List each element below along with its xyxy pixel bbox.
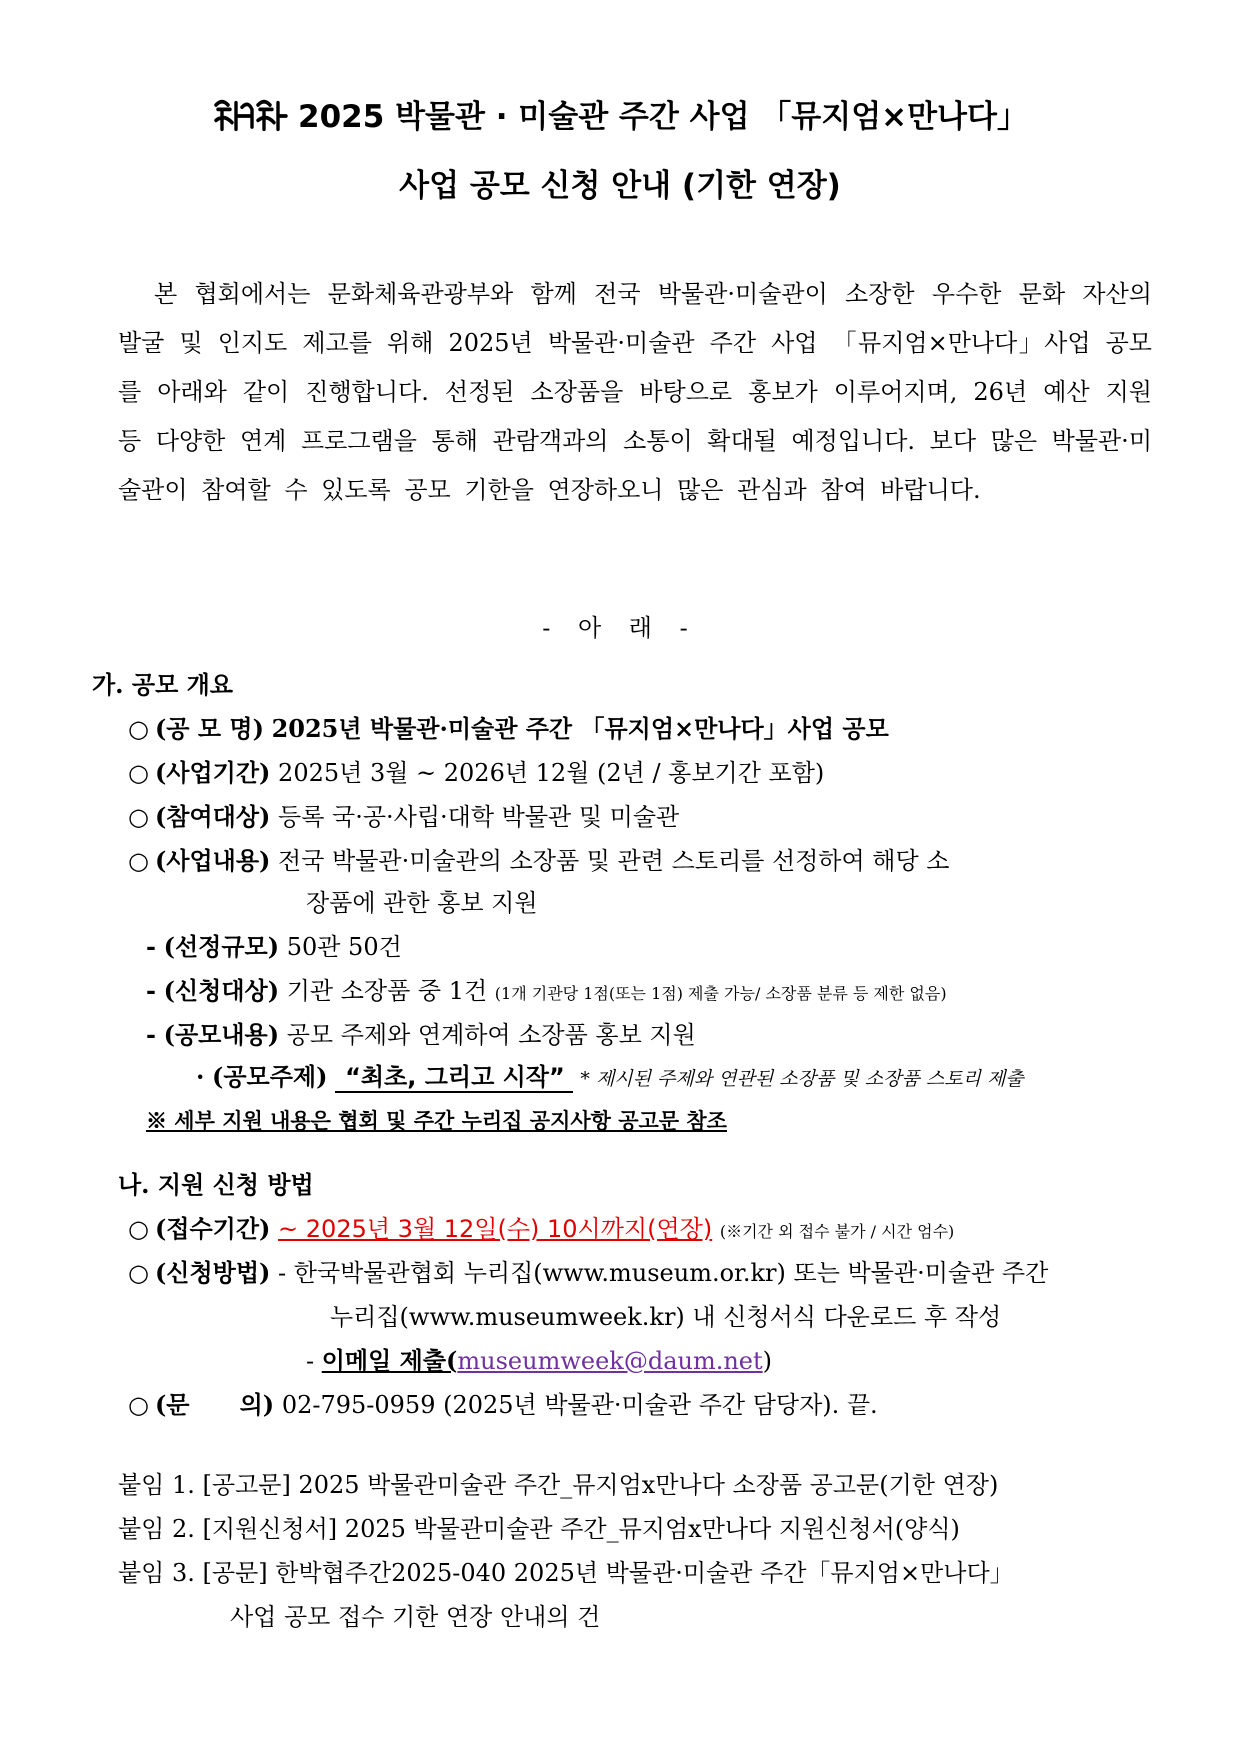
item-eligibility: ○ (참여대상) 등록 국·공·사립·대학 박물관 및 미술관 [128,802,680,831]
attachment-3: 붙임 3. [공문] 한박협주간2025-040 2025년 박물관·미술관 주간「뮤지엄×만나다」 [118,1559,1014,1587]
section-a-remark: ※ 세부 지원 내용은 협회 및 주간 누리집 공지사항 공고문 참조 [146,1108,727,1133]
item-project-content: ○ (사업내용) 전국 박물관·미술관의 소장품 및 관련 스토리를 선정하여 해당 소 [128,846,950,875]
attachment-2: 붙임 2. [지원신청서] 2025 박물관미술관 주간_뮤지엄x만나다 지원신청서(양식) [118,1515,960,1543]
museum-week-logo [212,94,288,138]
email-link[interactable]: museumweek@daum.net [457,1347,763,1375]
sub-item-topic: · (공모주제) “최초, 그리고 시작” * 제시된 주제와 연관된 소장품 및 소장품 스토리 제출 [196,1062,1024,1091]
intro-paragraph: 본 협회에서는 문화체육관광부와 함께 전국 박물관·미술관이 소장한 우수한 문화 자산의 발굴 및 인지도 제고를 위해 2025년 박물관·미술관 주간 사업 「뮤지엄×만나다」사업 공모를 아래와 같이 진행합니다. 선정된 소장품을 바탕으로 홍보가 이루어지며, 26년 예산 지원 등 다양한 연계 프로그램을 통해 관람객과의 소통이 확대될 예정입니다. 보다 많은 박물관·미술관이 참여할 수 있도록 공모 기한을 연장하오니 많은 관심과 참여 바랍니다. [118,280,1152,504]
item-project-content-cont: 장품에 관한 홍보 지원 [306,889,538,917]
sub-item-contest-content: - (공모내용) 공모 주제와 연계하여 소장품 홍보 지원 [146,1020,696,1049]
sub-item-application-target: - (신청대상) 기관 소장품 중 1건 (1개 기관당 1점(또는 1점) 제출 가능/ 소장품 분류 등 제한 없음) [146,976,947,1005]
attachment-3-cont: 사업 공모 접수 기한 연장 안내의 건 [230,1603,601,1631]
item-method-cont: 누리집(www.museumweek.kr) 내 신청서식 다운로드 후 작성 [330,1303,1002,1331]
title-line-1: 2025 박물관 · 미술관 주간 사업 「뮤지엄×만나다」 [298,99,1028,135]
document-subtitle: 사업 공모 신청 안내 (기한 연장) [399,168,841,204]
document-title [0,96,1240,137]
item-contest-name: ○ (공 모 명) 2025년 박물관·미술관 주간 「뮤지엄×만나다」사업 공모 [128,714,889,743]
item-inquiry: ○ (문 의) 02-795-0959 (2025년 박물관·미술관 주간 담당자). 끝. [128,1390,878,1419]
item-deadline: ○ (접수기간) ~ 2025년 3월 12일(수) 10시까지(연장) (※기간 외 접수 불가 / 시간 엄수) [128,1214,955,1243]
section-b-heading: 나. 지원 신청 방법 [118,1170,314,1199]
below-mark: - 아 래 - [542,614,698,642]
section-a-heading: 가. 공모 개요 [92,670,233,699]
item-project-period: ○ (사업기간) 2025년 3월 ~ 2026년 12월 (2년 / 홍보기간 포함) [128,758,825,787]
item-method: ○ (신청방법) - 한국박물관협회 누리집(www.museum.or.kr) 또는 박물관·미술관 주간 [128,1258,1049,1287]
topic-quote: “최초, 그리고 시작” [335,1063,573,1093]
attachment-1: 붙임 1. [공고문] 2025 박물관미술관 주간_뮤지엄x만나다 소장품 공고문(기한 연장) [118,1471,999,1499]
item-method-email: - 이메일 제출(museumweek@daum.net) [306,1346,773,1375]
sub-item-selection-scale: - (선정규모) 50관 50건 [146,932,402,961]
